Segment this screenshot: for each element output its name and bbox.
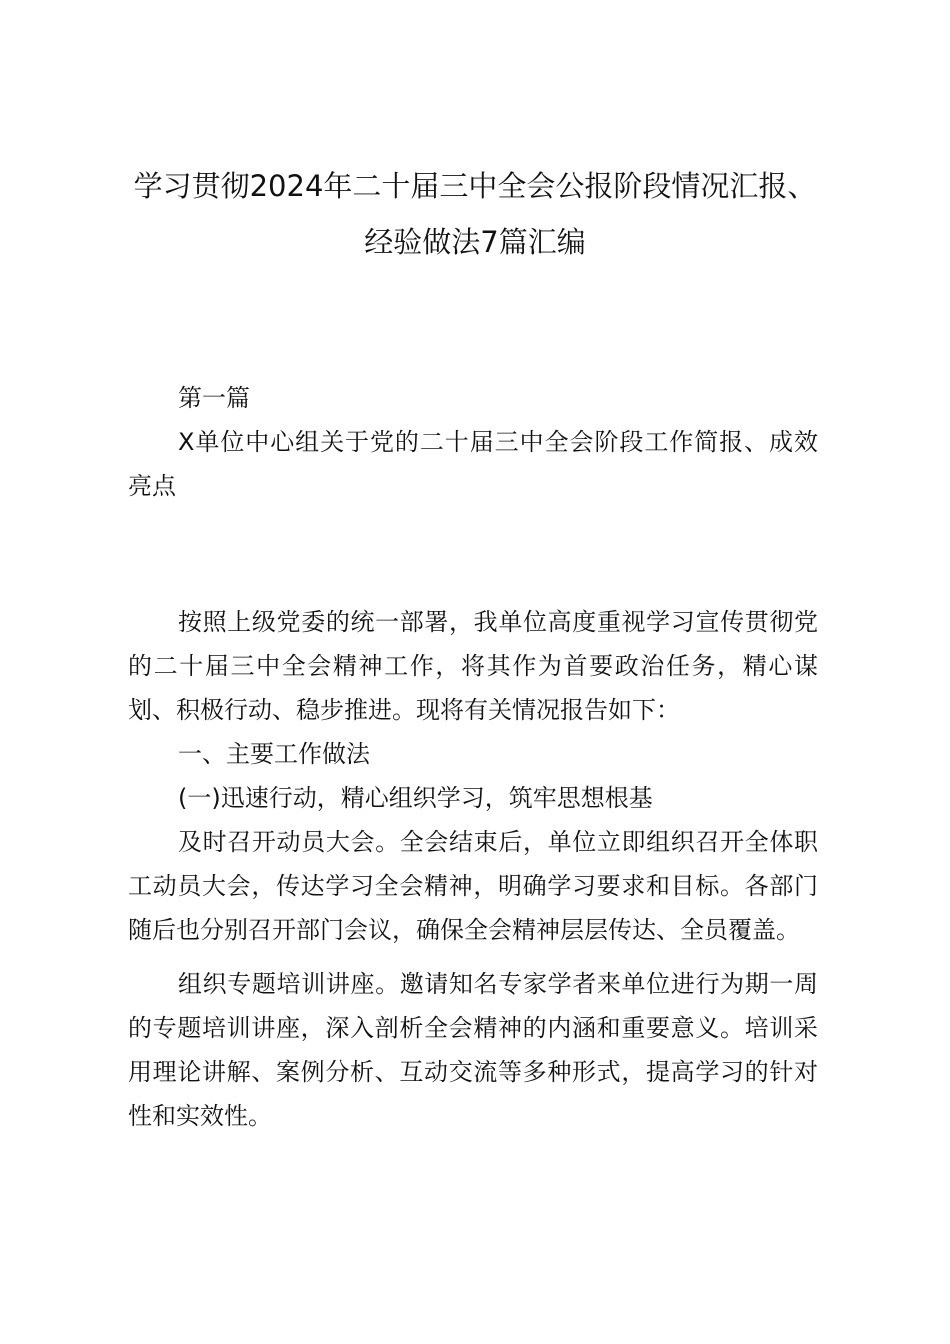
title-line-1: 学习贯彻2024年二十届三中全会公报阶段情况汇报、 [133,169,817,203]
section-header-block [128,376,818,508]
document-title [100,158,850,270]
heading-level-1: 一、主要工作做法 [178,740,370,768]
title-line-2: 经验做法7篇汇编 [364,225,586,259]
body-paragraph: 及时召开动员大会。全会结束后，单位立即组织召开全体职工动员大会，传达学习全会精神，明确学习要求和目标。各部门随后也分别召开部门会议，确保全会精神层层传达、全员覆盖。 [128,828,818,944]
body-text-block [128,600,818,1138]
body-paragraph: 组织专题培训讲座。邀请知名专家学者来单位进行为期一周的专题培训讲座，深入剖析全会精神的内涵和重要意义。培训采用理论讲解、案例分析、互动交流等多种形式，提高学习的针对性和实效性。 [128,970,818,1130]
heading-level-2: (一)迅速行动，精心组织学习，筑牢思想根基 [178,784,653,812]
section-label: 第一篇 [178,384,250,412]
article-title: X单位中心组关于党的二十届三中全会阶段工作简报、成效亮点 [128,428,818,500]
intro-paragraph: 按照上级党委的统一部署，我单位高度重视学习宣传贯彻党的二十届三中全会精神工作，将其作为首要政治任务，精心谋划、积极行动、稳步推进。现将有关情况报告如下： [128,608,818,724]
